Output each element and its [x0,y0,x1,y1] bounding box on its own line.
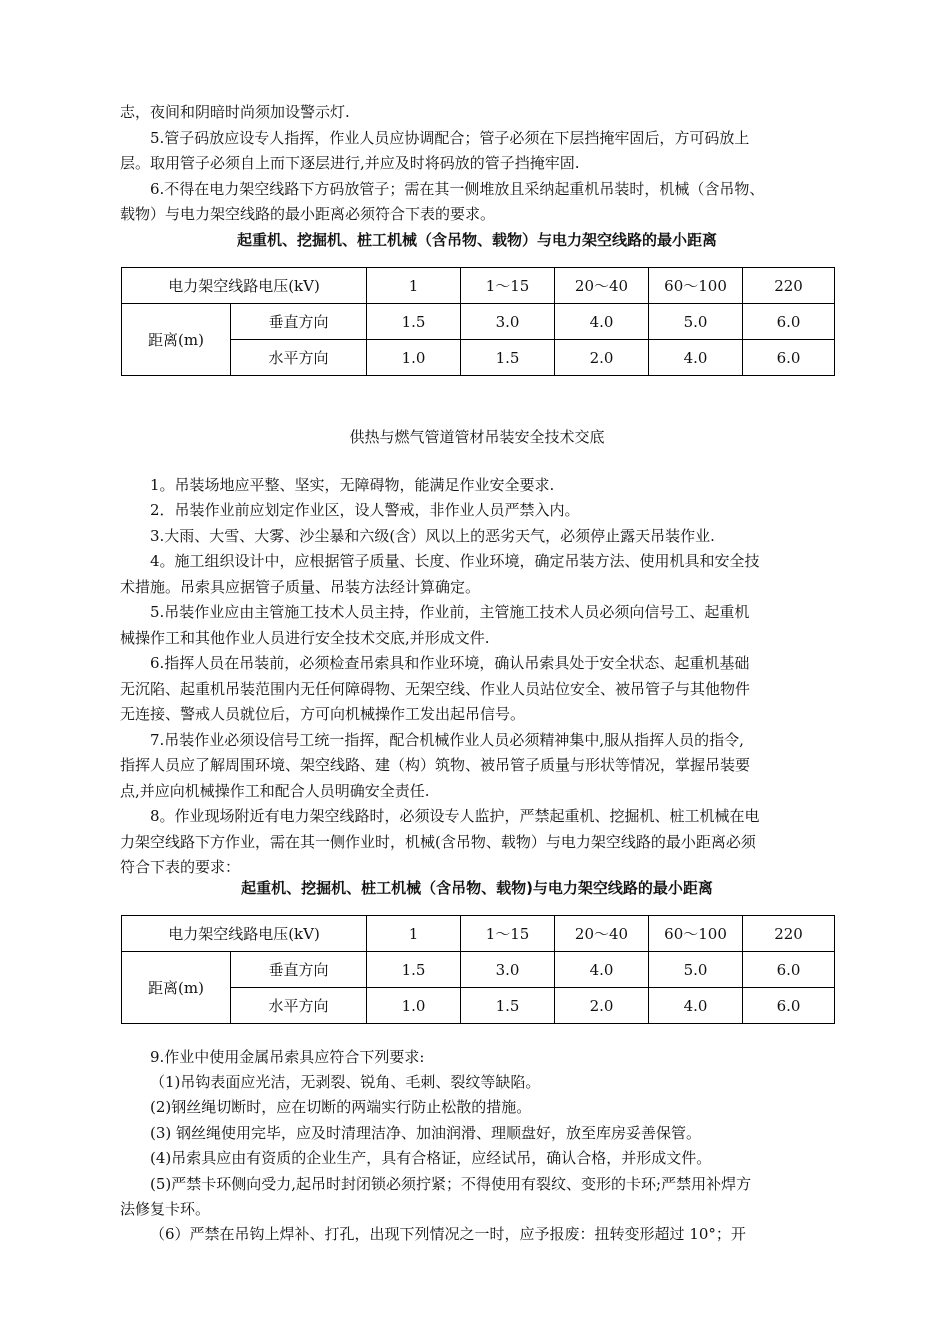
value-cell: 5.0 [649,952,743,988]
voltage-cell: 20～40 [555,916,649,952]
vertical-label-cell: 垂直方向 [231,952,367,988]
paragraph-line: (2)钢丝绳切断时，应在切断的两端实行防止松散的措施。 [150,1098,532,1116]
paragraph-line: 符合下表的要求： [120,858,241,876]
value-cell: 1.5 [367,952,461,988]
distance-table-1 [121,267,835,376]
value-cell: 6.0 [743,952,835,988]
voltage-cell: 220 [743,916,835,952]
value-cell: 2.0 [555,988,649,1024]
voltage-cell: 1～15 [461,916,555,952]
paragraph-line: （1)吊钩表面应光洁，无剥裂、锐角、毛刺、裂纹等缺陷。 [150,1073,541,1091]
table-caption: 起重机、挖掘机、桩工机械（含吊物、载物）与电力架空线路的最小距离 [236,231,717,249]
voltage-header-cell: 电力架空线路电压(kV) [122,268,367,304]
value-cell: 3.0 [461,304,555,340]
paragraph-line: 点,并应向机械操作工和配合人员明确安全责任. [120,782,430,800]
paragraph-line: 1。吊装场地应平整、坚实，无障碍物，能满足作业安全要求. [150,476,555,494]
distance-label-cell: 距离(m) [122,304,231,376]
value-cell: 1.5 [461,988,555,1024]
paragraph-line: 8。作业现场附近有电力架空线路时，必须设专人监护，严禁起重机、挖掘机、桩工机械在电 [150,807,760,825]
value-cell: 4.0 [649,340,743,376]
voltage-header-cell: 电力架空线路电压(kV) [122,916,367,952]
paragraph-line: (4)吊索具应由有资质的企业生产，具有合格证，应经试吊，确认合格，并形成文件。 [150,1149,712,1167]
horizontal-label-cell: 水平方向 [231,340,367,376]
voltage-cell: 220 [743,268,835,304]
paragraph-line: 术措施。吊索具应据管子质量、吊装方法经计算确定。 [120,578,481,596]
voltage-cell: 1 [367,916,461,952]
paragraph-line: 法修复卡环。 [120,1200,211,1218]
table-row [122,304,835,340]
paragraph-line: 4。施工组织设计中，应根据管子质量、长度、作业环境，确定吊装方法、使用机具和安全技 [150,552,760,570]
vertical-label-cell: 垂直方向 [231,304,367,340]
voltage-cell: 20～40 [555,268,649,304]
value-cell: 1.5 [461,340,555,376]
paragraph-line: 层。取用管子必须自上而下逐层进行,并应及时将码放的管子挡掩牢固. [120,154,580,172]
value-cell: 1.5 [367,304,461,340]
section-title: 供热与燃气管道管材吊装安全技术交底 [349,428,605,446]
voltage-cell: 1～15 [461,268,555,304]
value-cell: 1.0 [367,988,461,1024]
table-caption: 起重机、挖掘机、桩工机械（含吊物、载物)与电力架空线路的最小距离 [241,879,713,897]
voltage-cell: 1 [367,268,461,304]
paragraph-line: 载物）与电力架空线路的最小距离必须符合下表的要求。 [120,205,496,223]
paragraph-line: (3) 钢丝绳使用完毕，应及时清理洁净、加油润滑、理顺盘好，放至库房妥善保管。 [150,1124,702,1142]
value-cell: 4.0 [649,988,743,1024]
table-row [122,952,835,988]
paragraph-line: 5.管子码放应设专人指挥，作业人员应协调配合；管子必须在下层挡掩牢固后，方可码放上 [150,129,750,147]
value-cell: 4.0 [555,952,649,988]
value-cell: 4.0 [555,304,649,340]
value-cell: 2.0 [555,340,649,376]
paragraph-line: （6）严禁在吊钩上焊补、打孔，出现下列情况之一时，应予报废：扭转变形超过 10°；开 [150,1225,746,1243]
paragraph-line: 3.大雨、大雪、大雾、沙尘暴和六级(含）风以上的恶劣天气，必须停止露天吊装作业. [150,527,715,545]
paragraph-line: (5)严禁卡环侧向受力,起吊时封闭锁必须拧紧；不得使用有裂纹、变形的卡环;严禁用补焊方 [150,1175,752,1193]
distance-label-cell: 距离(m) [122,952,231,1024]
paragraph-line: 志，夜间和阴暗时尚须加设警示灯. [120,103,350,121]
paragraph-line: 2．吊装作业前应划定作业区，设人警戒，非作业人员严禁入内。 [150,501,580,519]
paragraph-line: 械操作工和其他作业人员进行安全技术交底,并形成文件. [120,629,490,647]
horizontal-label-cell: 水平方向 [231,988,367,1024]
paragraph-line: 无连接、警戒人员就位后，方可向机械操作工发出起吊信号。 [120,705,526,723]
paragraph-line: 7.吊装作业必须设信号工统一指挥，配合机械作业人员必须精神集中,服从指挥人员的指令, [150,731,744,749]
value-cell: 3.0 [461,952,555,988]
distance-table-2 [121,915,835,1024]
paragraph-line: 9.作业中使用金属吊索具应符合下列要求: [150,1048,425,1066]
paragraph-line: 5.吊装作业应由主管施工技术人员主持，作业前，主管施工技术人员必须向信号工、起重机 [150,603,750,621]
value-cell: 6.0 [743,304,835,340]
table-header-row [122,268,835,304]
voltage-cell: 60～100 [649,268,743,304]
paragraph-line: 无沉陷、起重机吊装范围内无任何障碍物、无架空线、作业人员站位安全、被吊管子与其他物件 [120,680,751,698]
value-cell: 6.0 [743,988,835,1024]
value-cell: 6.0 [743,340,835,376]
paragraph-line: 指挥人员应了解周围环境、架空线路、建（构）筑物、被吊管子质量与形状等情况，掌握吊装要 [120,756,751,774]
voltage-cell: 60～100 [649,916,743,952]
table-header-row [122,916,835,952]
value-cell: 1.0 [367,340,461,376]
paragraph-line: 力架空线路下方作业，需在其一侧作业时，机械(含吊物、载物）与电力架空线路的最小距离必须 [120,833,756,851]
paragraph-line: 6.指挥人员在吊装前，必须检查吊索具和作业环境，确认吊索具处于安全状态、起重机基础 [150,654,750,672]
value-cell: 5.0 [649,304,743,340]
paragraph-line: 6.不得在电力架空线路下方码放管子；需在其一侧堆放且采纳起重机吊装时，机械（含吊物、 [150,180,765,198]
